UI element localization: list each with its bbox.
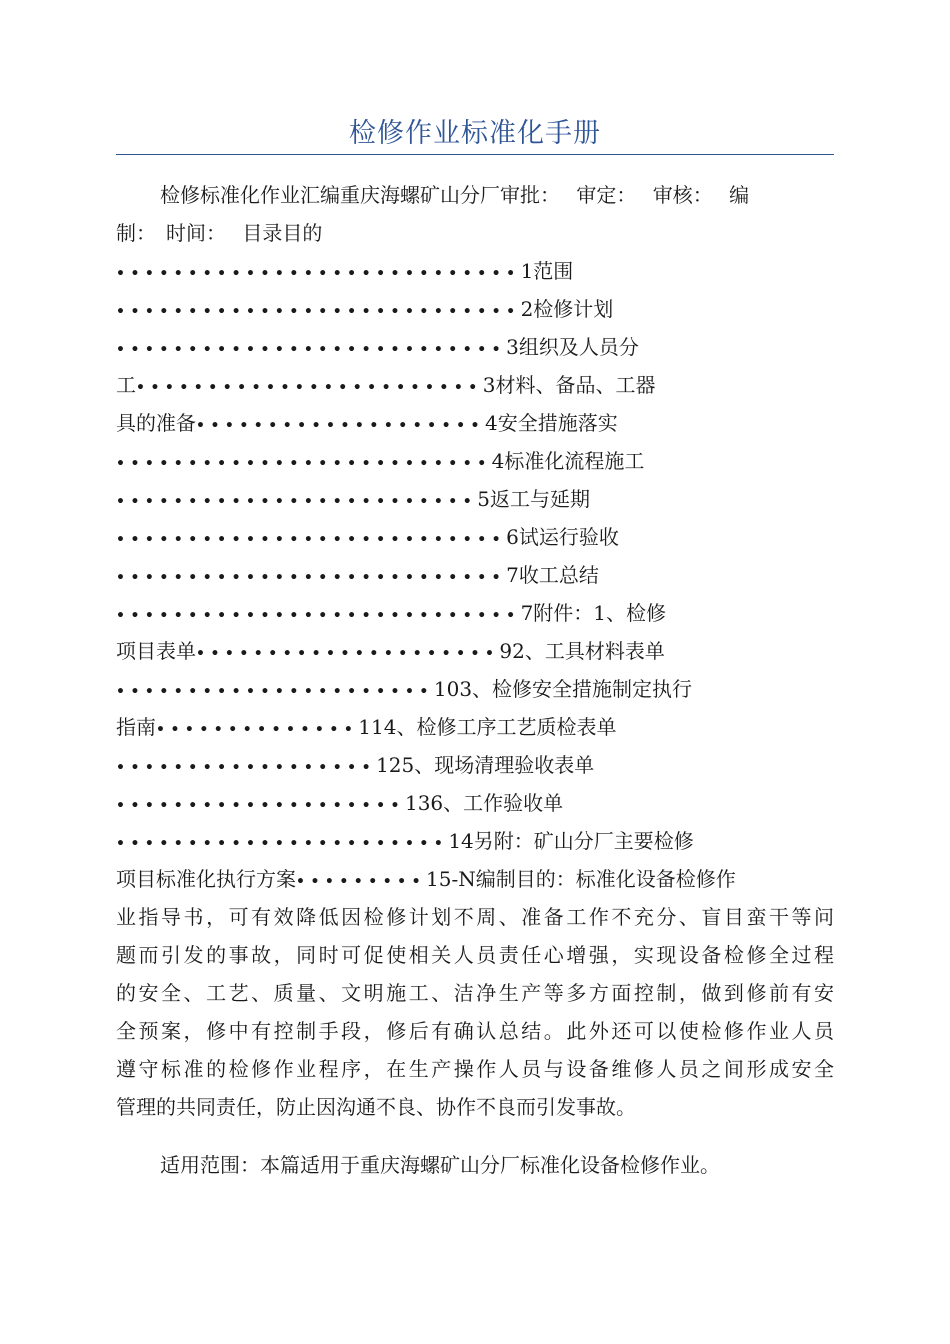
toc-line: 工••••••••••••••••••••••••3材料、备品、工器: [116, 373, 656, 397]
scope-paragraph: 适用范围：本篇适用于重庆海螺矿山分厂标准化设备检修作业。: [160, 1153, 720, 1177]
toc-line: 具的准备••••••••••••••••••••4安全措施落实: [116, 411, 618, 435]
title-underline: [116, 154, 834, 155]
document-title: 检修作业标准化手册: [349, 118, 601, 149]
toc-line: •••••••••••••••••••••••14另附：矿山分厂主要检修: [116, 829, 694, 853]
toc-line: •••••••••••••••••••••••••••3组织及人员分: [116, 335, 639, 359]
header-line-1: 检修标准化作业汇编重庆海螺矿山分厂审批： 审定： 审核： 编: [160, 183, 750, 207]
body-line: 管理的共同责任，防止因沟通不良、协作不良而引发事故。: [116, 1095, 636, 1119]
header-line-2: 制： 时间： 目录目的: [116, 221, 323, 245]
body-line: 遵守标准的检修作业程序，在生产操作人员与设备维修人员之间形成安全: [116, 1057, 834, 1081]
toc-line: •••••••••••••••••••••••••••7收工总结: [116, 563, 599, 587]
toc-line: ••••••••••••••••••••••••••••7附件：1、检修: [116, 601, 667, 625]
toc-line: ••••••••••••••••••125、现场清理验收表单: [116, 753, 595, 777]
toc-line: 项目表单•••••••••••••••••••••92、工具材料表单: [116, 639, 665, 663]
toc-line: ••••••••••••••••••••••103、检修安全措施制定执行: [116, 677, 693, 701]
toc-line: •••••••••••••••••••••••••5返工与延期: [116, 487, 590, 511]
toc-line: 项目标准化执行方案•••••••••15-N编制目的：标准化设备检修作: [116, 867, 736, 891]
toc-line: ••••••••••••••••••••••••••4标准化流程施工: [116, 449, 645, 473]
body-line: 的安全、工艺、质量、文明施工、洁净生产等多方面控制，做到修前有安: [116, 981, 834, 1005]
body-line: 全预案，修中有控制手段，修后有确认总结。此外还可以使检修作业人员: [116, 1019, 834, 1043]
toc-line: •••••••••••••••••••••••••••6试运行验收: [116, 525, 619, 549]
toc-line: ••••••••••••••••••••136、工作验收单: [116, 791, 564, 815]
toc-line: ••••••••••••••••••••••••••••1范围: [116, 259, 574, 283]
toc-line: 指南••••••••••••••114、检修工序工艺质检表单: [116, 715, 617, 739]
body-line: 题而引发的事故，同时可促使相关人员责任心增强，实现设备检修全过程: [116, 943, 834, 967]
toc-line: ••••••••••••••••••••••••••••2检修计划: [116, 297, 614, 321]
body-line: 业指导书，可有效降低因检修计划不周、准备工作不充分、盲目蛮干等问: [116, 905, 834, 929]
